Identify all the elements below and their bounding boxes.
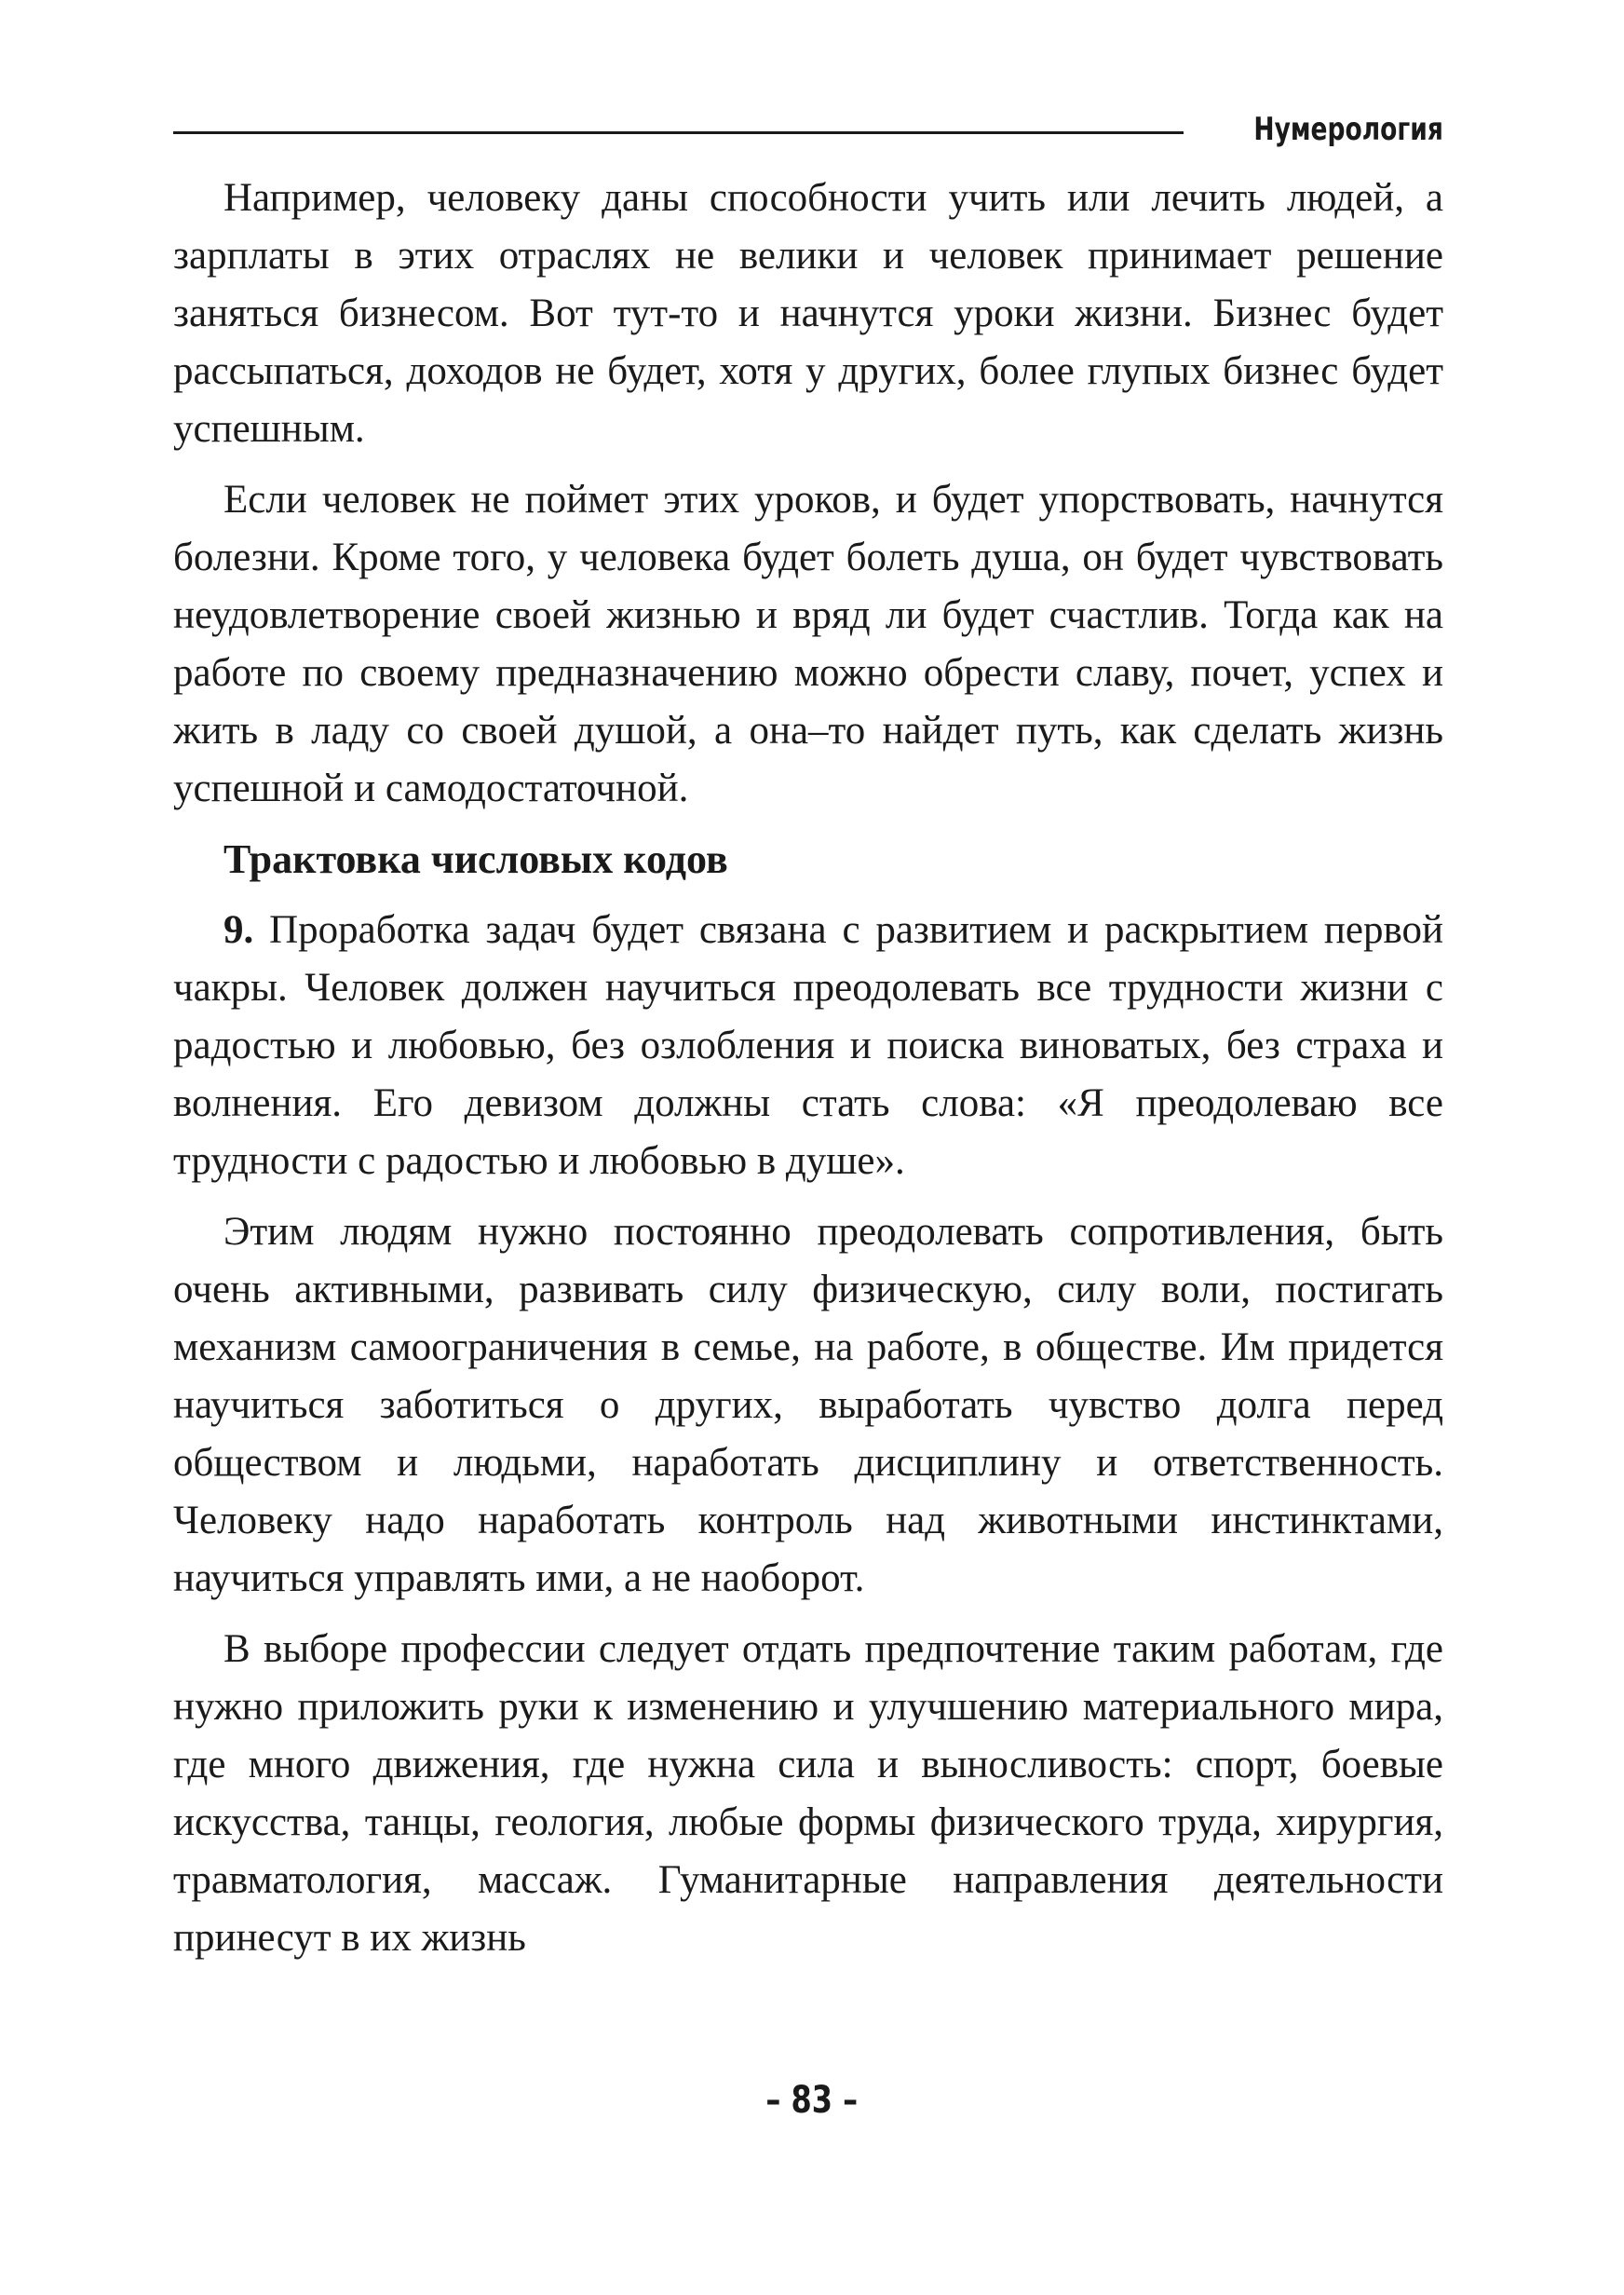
paragraph-3-text: Проработка задач будет связана с развитием и раскрытием первой чакры. Человек должен научиться преодолевать все трудности жизни с радостью и любовью, без озлобления и поиска виноватых, без страха и волнения. Его девизом должны стать слова: «Я преодолеваю все трудности с радостью и любовью в душе». [173, 908, 1443, 1183]
paragraph-1: Например, человеку даны способности учить или лечить людей, а зарплаты в этих отраслях не велики и человек принимает решение заняться бизнесом. Вот тут-то и начнутся уроки жизни. Бизнес будет рассыпаться, доходов не будет, хотя у других, более глупых бизнес будет успешным. [173, 176, 1443, 451]
section-title: Трактовка числовых кодов [223, 836, 728, 882]
paragraph-5: В выборе профессии следует отдать предпочтение таким работам, где нужно приложить руки к изменению и улучшению материального мира, где много движения, где нужна сила и выносливость: спорт, боевые искусства, танцы, геология, любые формы физического труда, хирургия, травматология, массаж. Гуманитарные направления деятельности принесут в их жизнь [173, 1627, 1443, 1960]
page-number-text: – 83 – [765, 2079, 859, 2122]
paragraph-4: Этим людям нужно постоянно преодолевать сопротивления, быть очень активными, развивать силу физическую, силу воли, постигать механизм самоограничения в семье, на работе, в обществе. Им придется научиться заботиться о других, выработать чувство долга перед обществом и людьми, наработать дисциплину и ответственность. Человеку надо наработать контроль над животными инстинктами, научиться управлять ими, а не наоборот. [173, 1210, 1443, 1600]
paragraph-2: Если человек не поймет этих уроков, и будет упорствовать, начнутся болезни. Кроме того, у человека будет болеть душа, он будет чувствовать неудовлетворение своей жизнью и вряд ли будет счастлив. Тогда как на работе по своему предназначению можно обрести славу, почет, успех и жить в ладу со своей душой, а она–то найдет путь, как сделать жизнь успешной и самодостаточной. [173, 478, 1443, 810]
code-number: 9. [223, 908, 254, 952]
header-rule [173, 131, 1184, 134]
page-body [173, 170, 1443, 1980]
page-number [0, 2079, 1624, 2122]
running-header [173, 106, 1443, 153]
paragraph-3 [173, 902, 1443, 1190]
running-header-title: Нумерология [1253, 111, 1443, 148]
